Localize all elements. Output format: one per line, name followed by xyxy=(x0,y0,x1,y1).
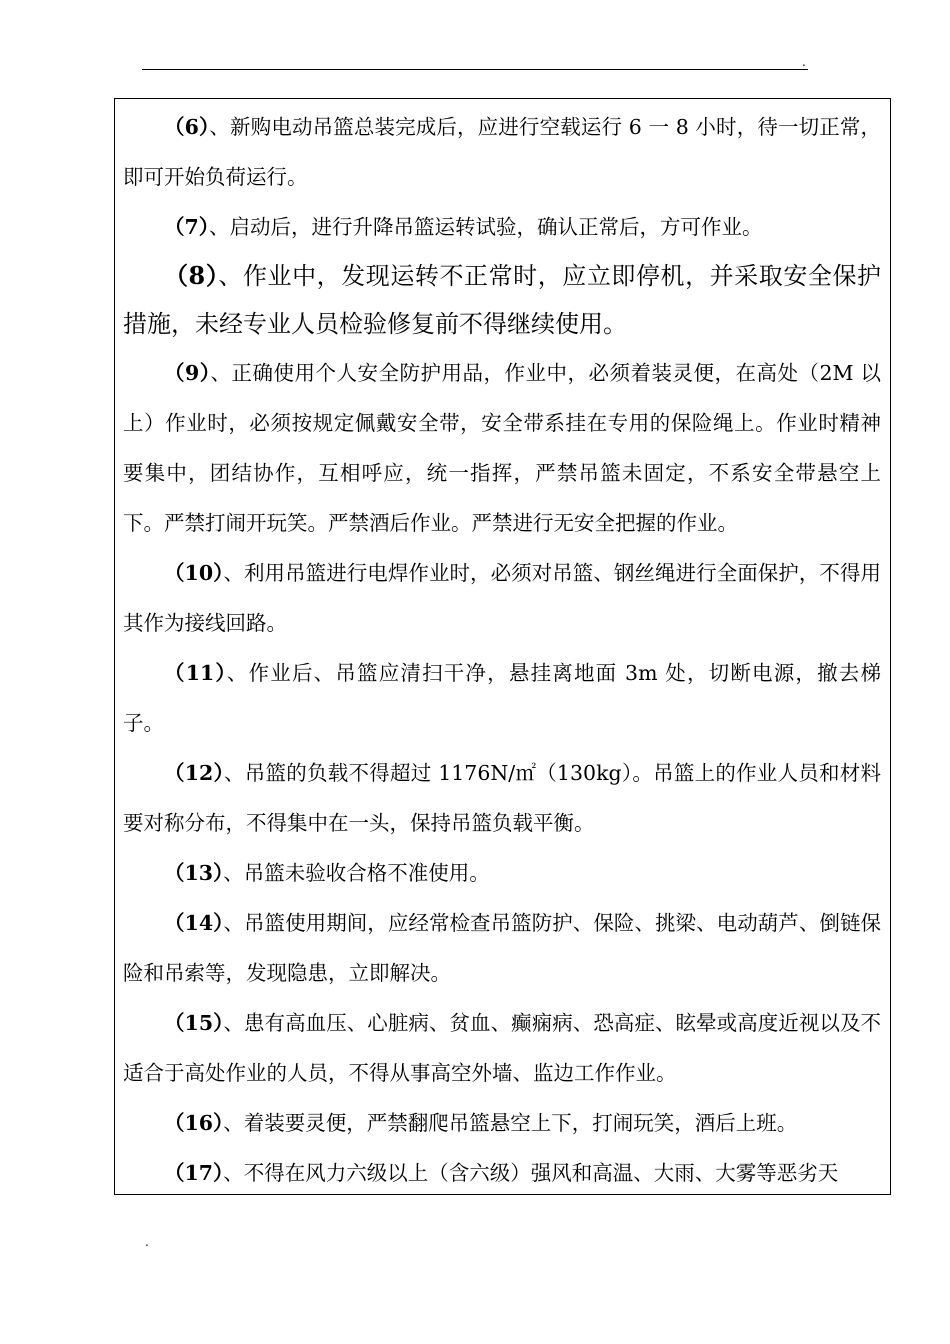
paragraph-number: （17） xyxy=(164,1161,224,1185)
paragraph-number: （15） xyxy=(164,1011,224,1035)
paragraph-text: 、作业后、吊篮应清扫干净，悬挂离地面 3m 处，切断电源，撤去梯子。 xyxy=(123,661,881,735)
paragraph-text: 、着装要灵便，严禁翻爬吊篮悬空上下，打闹玩笑，酒后上班。 xyxy=(223,1111,798,1135)
paragraph-text: 、正确使用个人安全防护用品，作业中，必须着装灵便，在高处（2M 以上）作业时，必须按规定佩戴安全带，安全带系挂在专用的保险绳上。作业时精神要集中，团结协作，互相呼应，统一指挥，严禁吊篮未固定，不系安全带悬空上下。严禁打闹开玩笑。严禁酒后作业。严禁进行无安全把握的作业。 xyxy=(123,361,881,535)
paragraph-13 xyxy=(123,848,881,898)
paragraph-12 xyxy=(123,748,881,848)
paragraph-text: 、患有高血压、心脏病、贫血、癫痫病、恐高症、眩晕或高度近视以及不适合于高处作业的人员，不得从事高空外墙、监边工作作业。 xyxy=(123,1011,882,1085)
paragraph-15 xyxy=(123,998,881,1098)
paragraph-11 xyxy=(123,648,881,748)
paragraph-text: 、吊篮的负载不得超过 1176N/㎡（130kg）。吊篮上的作业人员和材料要对称分布，不得集中在一头，保持吊篮负载平衡。 xyxy=(123,761,882,835)
paragraph-6 xyxy=(123,102,881,202)
paragraph-number: （10） xyxy=(164,561,224,585)
paragraph-number: （16） xyxy=(164,1111,224,1135)
paragraph-text: 、新购电动吊篮总装完成后，应进行空载运行 6 一 8 小时，待一切正常，即可开始负荷运行。 xyxy=(123,115,881,189)
paragraph-number: （7） xyxy=(164,215,210,239)
paragraph-8 xyxy=(123,252,881,348)
paragraph-number: （8） xyxy=(164,261,219,290)
paragraph-number: （13） xyxy=(164,861,224,885)
header-dot: . xyxy=(802,55,806,69)
header-rule xyxy=(142,69,808,70)
content-box xyxy=(114,98,891,1195)
paragraph-number: （6） xyxy=(164,115,210,139)
paragraph-number: （14） xyxy=(164,911,224,935)
paragraph-text: 、利用吊篮进行电焊作业时，必须对吊篮、钢丝绳进行全面保护，不得用其作为接线回路。 xyxy=(123,561,882,635)
paragraph-number: （11） xyxy=(164,661,227,685)
footer-dot: . xyxy=(145,1235,149,1249)
paragraph-9 xyxy=(123,348,881,548)
paragraph-text: 、不得在风力六级以上（含六级）强风和高温、大雨、大雾等恶劣天 xyxy=(223,1161,839,1185)
paragraph-10 xyxy=(123,548,881,648)
paragraph-number: （9） xyxy=(164,361,211,385)
paragraph-text: 、吊篮未验收合格不准使用。 xyxy=(223,861,490,885)
paragraph-text: 、启动后，进行升降吊篮运转试验，确认正常后，方可作业。 xyxy=(209,215,763,239)
paragraph-17 xyxy=(123,1148,881,1195)
paragraph-list xyxy=(123,102,881,1195)
paragraph-14 xyxy=(123,898,881,998)
paragraph-number: （12） xyxy=(164,761,225,785)
paragraph-16 xyxy=(123,1098,881,1148)
paragraph-text: 、作业中，发现运转不正常时，应立即停机，并采取安全保护措施，未经专业人员检验修复前不得继续使用。 xyxy=(123,262,881,338)
paragraph-text: 、吊篮使用期间，应经常检查吊篮防护、保险、挑梁、电动葫芦、倒链保险和吊索等，发现隐患，立即解决。 xyxy=(123,911,882,985)
paragraph-7 xyxy=(123,202,881,252)
